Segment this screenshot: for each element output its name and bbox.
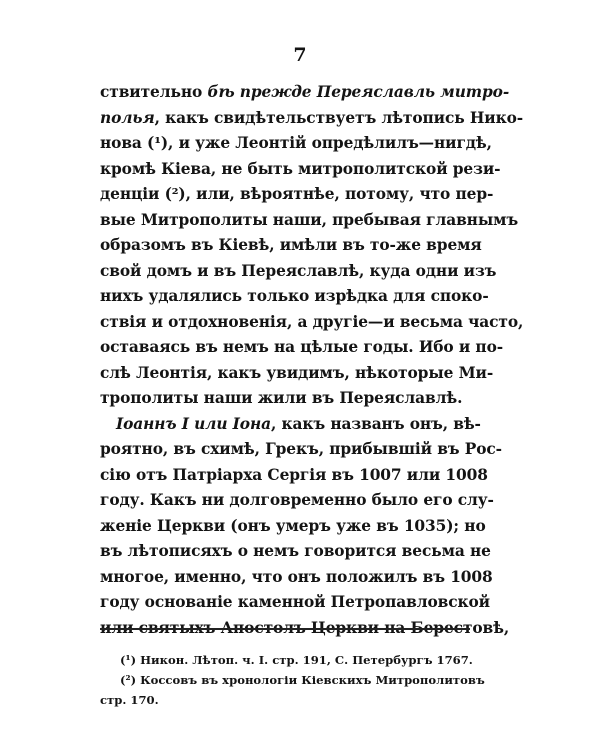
text-line: [100, 361, 494, 387]
footnotes: [100, 650, 485, 710]
text-line: [100, 463, 488, 489]
text-run: женіе Церкви (онъ умеръ уже въ 1035); но: [100, 516, 486, 535]
text-run: или святыхъ Апостолъ Церкви на Берестовѣ,: [100, 618, 510, 637]
text-run: денціи (²), или, вѣроятнѣе, потому, что пер-: [100, 185, 494, 203]
text-line: [100, 80, 510, 106]
text-run: , какъ свидѣтельствуетъ лѣтопись Нико-: [154, 108, 524, 127]
text-line: [100, 590, 490, 616]
text-line: [100, 106, 524, 132]
text-line: [100, 565, 493, 591]
italic-text: полья: [100, 108, 155, 127]
text-run: образомъ въ Кіевѣ, имѣли въ то-же время: [100, 236, 482, 254]
page-number: 7: [293, 44, 307, 66]
footnote-line: (¹) Никон. Лѣтоп. ч. I. стр. 191, С. Петербургъ 1767.: [120, 653, 473, 667]
text-run: свой домъ и въ Переяславлѣ, куда одни изъ: [100, 261, 497, 280]
text-line: [100, 488, 494, 514]
text-run: году. Какъ ни долговременно было его слу-: [100, 491, 494, 509]
text-line: [100, 284, 489, 310]
text-line: [100, 157, 501, 183]
text-line: [100, 386, 470, 412]
text-run: роятно, въ схимѣ, Грекъ, прибывшій въ Рос-: [100, 440, 502, 458]
italic-text: бѣ прежде Переяславль митро-: [207, 83, 510, 101]
text-line: [100, 539, 491, 565]
footnote-line: (²) Коссовъ въ хронологіи Кіевскихъ Митрополитовъ: [120, 673, 485, 687]
text-line: [100, 182, 494, 208]
footnote-divider: [100, 628, 470, 630]
text-run: слѣ Леонтія, какъ увидимъ, нѣкоторые Ми-: [100, 363, 494, 382]
text-line: [100, 259, 497, 285]
text-run: нихъ удалялись только изрѣдка для споко-: [100, 287, 489, 305]
footnote-line: стр. 170.: [100, 693, 159, 707]
text-line: [100, 233, 482, 259]
text-run: ствія и отдохновенія, а другіе—и весьма часто,: [100, 312, 524, 331]
text-line: [100, 131, 492, 157]
text-line: [100, 335, 504, 361]
text-run: ствительно: [100, 83, 208, 101]
text-run: , какъ названъ онъ, вѣ-: [270, 414, 481, 433]
text-run: сію отъ Патріарха Сергія въ 1007 или 1008: [100, 465, 488, 484]
body-text: [100, 80, 524, 641]
text-line: [100, 437, 502, 463]
text-run: трополиты наши жили въ Переяславлѣ.: [100, 389, 463, 407]
text-run: оставаясь въ немъ на цѣлые годы. Ибо и по-: [100, 338, 504, 356]
text-run: году основаніе каменной Петропавловской: [100, 593, 490, 611]
text-run: нова (¹), и уже Леонтій опредѣлилъ—нигдѣ,: [100, 134, 492, 152]
text-line: [100, 412, 481, 438]
text-run: многое, именно, что онъ положилъ въ 1008: [100, 567, 493, 586]
text-run: вые Митрополиты наши, пребывая главнымъ: [100, 210, 519, 229]
text-line: [100, 208, 519, 234]
text-line: [100, 514, 486, 540]
text-line: [100, 310, 524, 336]
text-run: кромѣ Кіева, не быть митрополитской рези-: [100, 159, 501, 178]
italic-text: Іоаннъ I или Іона: [116, 414, 271, 433]
text-run: въ лѣтописяхъ о немъ говорится весьма не: [100, 542, 491, 560]
